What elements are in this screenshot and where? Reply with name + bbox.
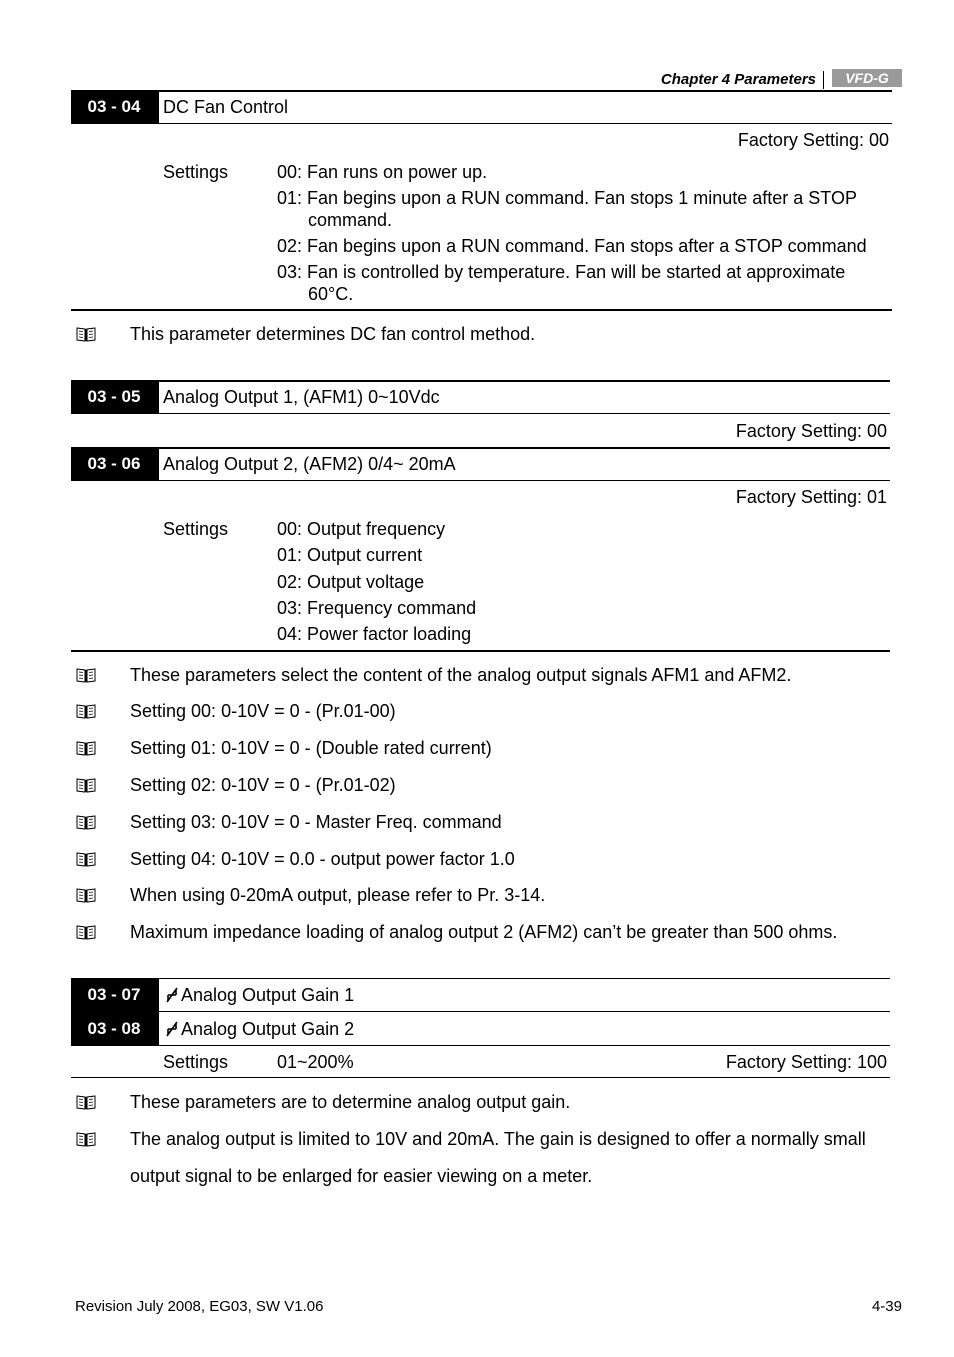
setting-item-cont: command. (308, 210, 393, 230)
setting-range: 01~200% (277, 1052, 354, 1072)
setting-item: 02: Output voltage (277, 572, 425, 592)
factory-setting: Factory Setting: 00 (737, 130, 889, 150)
vfd-g-logo (832, 69, 902, 87)
book-icon (76, 326, 96, 342)
editable-icon (165, 987, 179, 1003)
settings-label: Settings (163, 162, 229, 182)
code-separator (157, 978, 159, 1012)
param-code-box: 03 - 04 (71, 90, 157, 124)
note-text: Setting 03: 0-10V = 0 - Master Freq. command (130, 812, 502, 832)
code-separator (157, 447, 159, 481)
setting-item: 03: Fan is controlled by temperature. Fan will be started at approximate (277, 262, 846, 282)
page-number: 4-39 (871, 1298, 902, 1315)
code-separator (157, 90, 159, 124)
book-icon (76, 703, 96, 719)
setting-item: 00: Fan runs on power up. (277, 162, 488, 182)
note-text: Setting 01: 0-10V = 0 - (Double rated current) (130, 738, 492, 758)
setting-item: 01: Fan begins upon a RUN command. Fan stops 1 minute after a STOP (277, 188, 857, 208)
settings-label: Settings (163, 1052, 229, 1072)
param-code-box: 03 - 08 (71, 1012, 157, 1046)
book-icon (76, 924, 96, 940)
param-code-box: 03 - 07 (71, 978, 157, 1012)
setting-item: 02: Fan begins upon a RUN command. Fan stops after a STOP command (277, 236, 867, 256)
note-text: The analog output is limited to 10V and 20mA. The gain is designed to offer a normally small (130, 1129, 866, 1149)
book-icon (76, 777, 96, 793)
note-text-cont: output signal to be enlarged for easier viewing on a meter. (130, 1166, 593, 1186)
param-bottom-rule (71, 309, 892, 311)
param-title: Analog Output Gain 2 (181, 1019, 355, 1039)
chapter-header: Chapter 4 Parameters (660, 71, 816, 88)
note-text: Setting 02: 0-10V = 0 - (Pr.01-02) (130, 775, 396, 795)
book-icon (76, 740, 96, 756)
param-title-rule (157, 123, 892, 124)
setting-item: 04: Power factor loading (277, 624, 472, 644)
book-icon (76, 667, 96, 683)
param-title-rule (157, 480, 890, 481)
note-text: These parameters select the content of the analog output signals AFM1 and AFM2. (130, 665, 792, 685)
book-icon (76, 887, 96, 903)
param-bottom-rule (71, 1077, 890, 1078)
note-text: Setting 04: 0-10V = 0.0 - output power factor 1.0 (130, 849, 515, 869)
param-code-box: 03 - 06 (71, 447, 157, 481)
param-title-rule (157, 1045, 890, 1046)
note-text: When using 0-20mA output, please refer to Pr. 3-14. (130, 885, 546, 905)
param-title-rule (157, 413, 890, 414)
note-text: Maximum impedance loading of analog output 2 (AFM2) can’t be greater than 500 ohms. (130, 922, 838, 942)
factory-setting: Factory Setting: 01 (735, 487, 887, 507)
header-separator (823, 71, 824, 89)
book-icon (76, 851, 96, 867)
logo-text: VFD-G (845, 70, 889, 86)
param-title: DC Fan Control (163, 97, 289, 117)
setting-item: 01: Output current (277, 545, 423, 565)
editable-icon (165, 1021, 179, 1037)
book-icon (76, 1131, 96, 1147)
factory-setting: Factory Setting: 100 (725, 1052, 887, 1072)
footer-revision: Revision July 2008, EG03, SW V1.06 (75, 1298, 324, 1315)
code-separator (157, 380, 159, 414)
note-text: These parameters are to determine analog output gain. (130, 1092, 571, 1112)
param-code-box: 03 - 05 (71, 380, 157, 414)
note-text: Setting 00: 0-10V = 0 - (Pr.01-00) (130, 701, 396, 721)
param-title: Analog Output 2, (AFM2) 0/4~ 20mA (163, 454, 456, 474)
param-title: Analog Output Gain 1 (181, 985, 355, 1005)
setting-item: 03: Frequency command (277, 598, 477, 618)
note-text: This parameter determines DC fan control method. (130, 324, 536, 344)
settings-label: Settings (163, 519, 229, 539)
factory-setting: Factory Setting: 00 (735, 421, 887, 441)
param-bottom-rule (71, 650, 890, 652)
code-separator (157, 1012, 159, 1046)
param-title: Analog Output 1, (AFM1) 0~10Vdc (163, 387, 440, 407)
book-icon (76, 814, 96, 830)
setting-item-cont: 60°C. (308, 284, 354, 304)
book-icon (76, 1094, 96, 1110)
setting-item: 00: Output frequency (277, 519, 446, 539)
